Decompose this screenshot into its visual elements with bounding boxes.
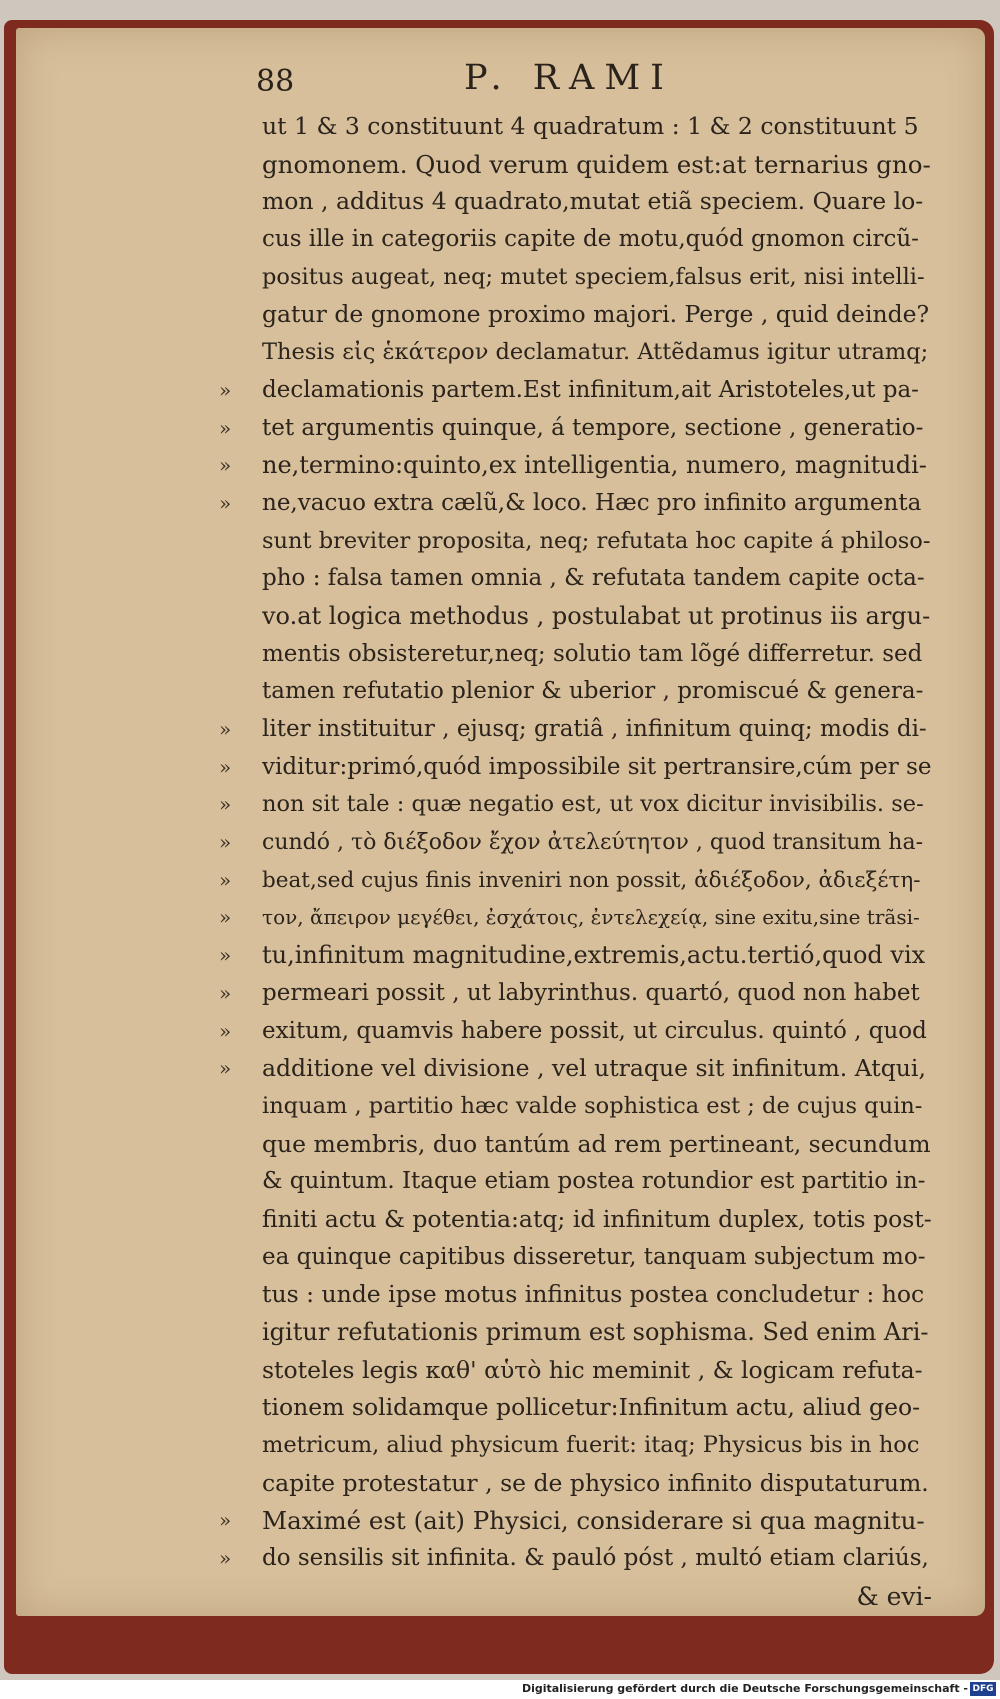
line-text: tu,infinitum magnitudine,extremis,actu.tertió,quod vix [262,941,926,970]
text-line [16,1239,985,1277]
text-line [16,1427,985,1465]
dfg-logo: DFG [970,1682,996,1696]
text-line [16,1502,985,1540]
quotation-marker: » [219,717,232,741]
quotation-marker: » [219,453,232,478]
text-line [16,975,985,1013]
line-text: que membris, duo tantúm ad rem pertineant, secundum [262,1129,931,1158]
line-text: do sensilis sit infinita. & pauló póst , multó etiam clariús, [262,1545,929,1572]
text-line [16,824,985,862]
line-text: declamationis partem.Est infinitum,ait Aristoteles,ut pa- [262,376,919,403]
quotation-marker: » [219,1018,232,1043]
line-text: Maximé est (ait) Physici, considerare si qua magnitu- [262,1506,925,1536]
line-text: cundó , τὸ διέξοδον ἔχον ἀτελεύτητον , quod transitum ha- [262,830,923,856]
quotation-marker: » [219,1546,232,1571]
text-line [16,1050,985,1088]
catchword: & evi- [856,1581,932,1611]
text-line [16,1389,985,1427]
text-line [16,108,985,146]
text-line [16,146,985,184]
line-text: igitur refutationis primum est sophisma. Sed enim Ari- [262,1318,929,1346]
text-line [16,1465,985,1503]
line-text: permeari possit , ut labyrinthus. quartó, quod non habet [262,979,920,1006]
footer-credit: Digitalisierung gefördert durch die Deutsche Forschungsgemeinschaft - [521,1682,968,1695]
quotation-marker: » [219,415,232,440]
line-text: tus : unde ipse motus infinitus postea concludetur : hoc [262,1280,925,1309]
quotation-marker: » [219,1508,232,1533]
text-line [16,899,985,937]
text-line [16,1540,985,1578]
quotation-marker: » [219,792,232,817]
line-text: ne,termino:quinto,ex intelligentia, numero, magnitudi- [262,451,927,480]
line-text: tamen refutatio plenior & uberior , promiscué & genera- [262,678,924,705]
line-text: ea quinque capitibus disseretur, tanquam subjectum mo- [262,1243,926,1270]
line-text: cus ille in categoriis capite de motu,quód gnomon circũ- [262,226,919,253]
text-line [16,673,985,711]
text-line [16,259,985,297]
text-line [16,1088,985,1126]
line-text: additione vel divisione , vel utraque sit infinitum. Atqui, [262,1054,926,1083]
footer-bar [0,1680,1000,1699]
line-text: τον, ἄπειρον μεγέθει, ἐσχάτοις, ἐντελεχείᾳ, sine exitu,sine trãsi- [262,905,920,930]
line-text: sunt breviter proposita, neq; refutata hoc capite á philoso- [262,527,931,554]
quotation-marker: » [219,1056,232,1081]
line-text: exitum, quamvis habere possit, ut circulus. quintó , quod [262,1017,927,1044]
line-text: & quintum. Itaque etiam postea rotundior est partitio in- [262,1168,926,1195]
text-line [16,1314,985,1352]
quotation-marker: » [219,867,232,892]
line-text: vo.at logica methodus , postulabat ut protinus iis argu- [262,601,931,630]
quotation-marker: » [219,905,232,930]
text-line [16,1163,985,1201]
text-line [16,447,985,485]
text-line [16,786,985,824]
text-line [16,598,985,636]
line-text: pho : falsa tamen omnia , & refutata tandem capite octa- [262,565,925,592]
quotation-marker: » [219,943,232,968]
quotation-marker: » [219,830,232,855]
text-line [16,1126,985,1164]
quotation-marker: » [219,377,232,402]
text-line [16,1276,985,1314]
page-header [16,58,985,108]
text-line [16,560,985,598]
text-line [16,183,985,221]
line-text: non sit tale : quæ negatio est, ut vox dicitur invisibilis. se- [262,791,924,818]
text-line [16,937,985,975]
line-text: tet argumentis quinque, á tempore, sectione , generatio- [262,414,924,441]
running-head: P. RAMI [464,58,674,98]
line-text: gatur de gnomone proximo majori. Perge , quid deinde? [262,300,930,329]
quotation-marker: » [219,754,232,779]
line-text: stoteles legis καθ' αὑτὸ hic meminit , & logicam refuta- [262,1355,923,1384]
text-line [16,523,985,561]
line-text: ut 1 & 3 constituunt 4 quadratum : 1 & 2 constituunt 5 [262,112,919,140]
text-line [16,862,985,900]
line-text: gnomonem. Quod verum quidem est:at ternarius gno- [262,149,931,179]
text-line [16,711,985,749]
line-text: Thesis εἰς ἑκάτερον declamatur. Attẽdamus igitur utramq; [262,339,929,366]
text-line [16,749,985,787]
line-text: viditur:primó,quód impossibile sit pertransire,cúm per se [262,753,932,780]
line-text: metricum, aliud physicum fuerit: itaq; Physicus bis in hoc [262,1432,920,1459]
quotation-marker: » [219,980,232,1005]
text-line [16,296,985,334]
text-line [16,1013,985,1051]
text-line [16,410,985,448]
text-line [16,372,985,410]
text-block [16,108,985,1616]
text-line [16,221,985,259]
line-text: beat,sed cujus finis inveniri non possit, ἀδιέξοδον, ἀδιεξέτη- [262,867,921,893]
line-text: ne,vacuo extra cælũ,& loco. Hæc pro infinito argumenta [262,489,922,516]
quotation-marker: » [219,490,232,515]
line-text: mentis obsisteretur,neq; solutio tam lõgé differretur. sed [262,640,923,667]
book-page [16,28,985,1616]
line-text: tionem solidamque pollicetur:Infinitum actu, aliud geo- [262,1393,921,1422]
text-line [16,334,985,372]
page-number: 88 [256,64,295,99]
text-line [16,1352,985,1390]
line-text: liter instituitur , ejusq; gratiâ , infinitum quinq; modis di- [262,716,927,742]
line-text: mon , additus 4 quadrato,mutat etiã speciem. Quare lo- [262,187,924,216]
line-text: inquam , partitio hæc valde sophistica est ; de cujus quin- [262,1092,923,1119]
line-text: capite protestatur , se de physico infinito disputaturum. [262,1468,929,1497]
catchword-line [16,1578,985,1616]
line-text: positus augeat, neq; mutet speciem,falsus erit, nisi intelli- [262,263,925,290]
line-text: finiti actu & potentia:atq; id infinitum duplex, totis post- [262,1204,932,1233]
text-line [16,1201,985,1239]
text-line [16,485,985,523]
text-line [16,636,985,674]
